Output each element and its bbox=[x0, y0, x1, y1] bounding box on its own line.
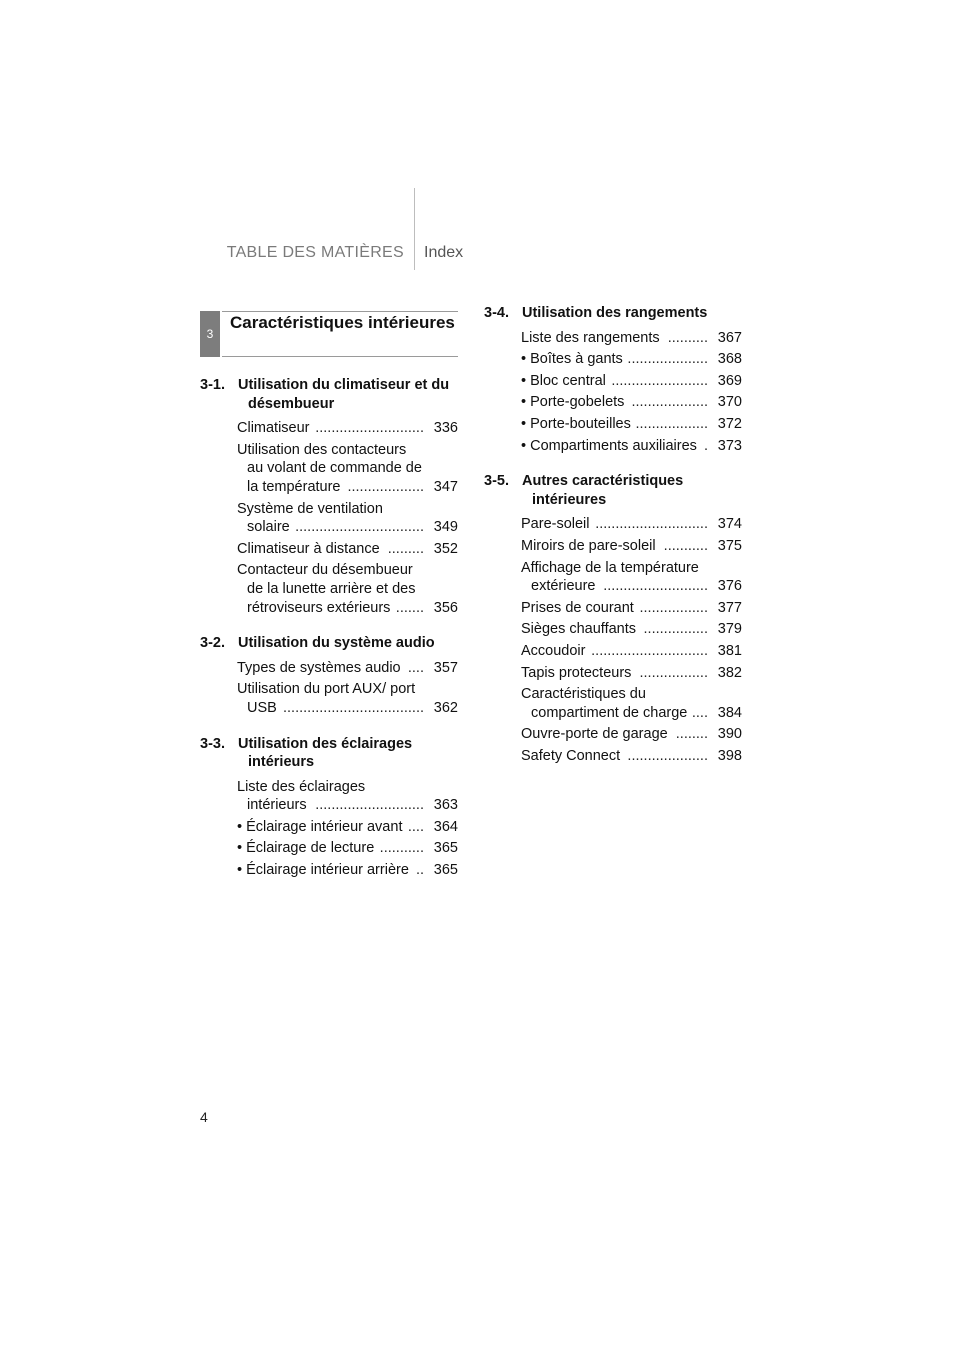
toc-entry[interactable] bbox=[237, 778, 458, 815]
dot-leader: .... bbox=[691, 704, 708, 721]
toc-entry-page: 379 bbox=[717, 621, 742, 638]
subsection-number: 3-1. bbox=[200, 377, 225, 393]
dot-leader: ............................. bbox=[591, 642, 708, 659]
toc-entry-page: 376 bbox=[717, 578, 742, 595]
toc-entry-text: Safety Connect bbox=[521, 747, 621, 764]
toc-entry-text: • Éclairage intérieur avant bbox=[237, 818, 403, 835]
dot-leader: ........ bbox=[675, 726, 708, 743]
dot-leader: .................. bbox=[635, 415, 708, 432]
toc-entry[interactable] bbox=[521, 725, 742, 744]
dot-leader: .................... bbox=[627, 351, 708, 368]
toc-entry[interactable] bbox=[521, 747, 742, 766]
toc-entry-text: Sièges chauffants bbox=[521, 621, 637, 638]
toc-entry-text: Tapis protecteurs bbox=[521, 664, 632, 681]
dot-leader: .......................... bbox=[603, 578, 708, 595]
toc-entry-text: • Éclairage de lecture bbox=[237, 840, 375, 857]
toc-entry-text: Liste des rangements bbox=[521, 329, 660, 346]
toc-entry-text: Accoudoir bbox=[521, 642, 586, 659]
toc-entry[interactable] bbox=[237, 441, 458, 497]
dot-leader: .......... bbox=[667, 329, 708, 346]
toc-entry-page: 372 bbox=[717, 415, 742, 432]
toc-entry[interactable] bbox=[237, 500, 458, 537]
dot-leader: ........... bbox=[663, 537, 708, 554]
toc-entry-page: 381 bbox=[717, 642, 742, 659]
section-title: Caractéristiques intérieures bbox=[230, 313, 455, 332]
dot-leader: ....... bbox=[395, 599, 424, 616]
toc-entry-page: 377 bbox=[717, 599, 742, 616]
toc-entry[interactable] bbox=[521, 350, 742, 369]
header-bottom-rule bbox=[222, 356, 458, 357]
toc-entry[interactable] bbox=[521, 329, 742, 348]
toc-entry-page: 375 bbox=[717, 537, 742, 554]
toc-entry-text: Types de systèmes audio bbox=[237, 659, 401, 676]
toc-entry-text: • Compartiments auxiliaires bbox=[521, 437, 697, 454]
dot-leader: .... bbox=[407, 818, 424, 835]
section-gap bbox=[484, 458, 742, 472]
dot-leader: ................ bbox=[643, 621, 708, 638]
toc-entry[interactable] bbox=[521, 599, 742, 618]
toc-entry[interactable] bbox=[237, 540, 458, 559]
subsection-heading bbox=[200, 735, 458, 772]
toc-entry-page: 347 bbox=[433, 478, 458, 495]
toc-entry-page: 369 bbox=[717, 372, 742, 389]
subsection-heading bbox=[484, 304, 742, 323]
toc-entry-page: 398 bbox=[717, 747, 742, 764]
subsection-number: 3-5. bbox=[484, 473, 509, 490]
toc-entry-text: Climatiseur bbox=[237, 420, 310, 437]
toc-entry-text: Affichage de la température extérieure bbox=[521, 559, 699, 595]
toc-entry[interactable] bbox=[237, 561, 458, 617]
toc-entry-text: Pare-soleil bbox=[521, 516, 590, 533]
dot-leader: ................................... bbox=[283, 699, 424, 716]
dot-leader: ................... bbox=[631, 394, 708, 411]
dot-leader: .. bbox=[415, 862, 424, 879]
toc-entry-page: 367 bbox=[717, 329, 742, 346]
toc-entry-text: • Éclairage intérieur arrière bbox=[237, 862, 409, 879]
toc-entry[interactable] bbox=[521, 537, 742, 556]
toc-entry-page: 356 bbox=[433, 599, 458, 616]
section-number-badge: 3 bbox=[200, 311, 220, 357]
dot-leader: ......... bbox=[387, 540, 424, 557]
toc-entry[interactable] bbox=[521, 559, 742, 596]
toc-entry[interactable] bbox=[521, 515, 742, 534]
toc-entry-page: 370 bbox=[717, 394, 742, 411]
toc-left-column bbox=[200, 376, 458, 883]
subsection-heading bbox=[200, 634, 458, 653]
section-gap bbox=[200, 620, 458, 634]
toc-entry[interactable] bbox=[521, 642, 742, 661]
top-navigation bbox=[0, 244, 960, 268]
toc-entry-text: Utilisation des contacteurs au volant de commande de la température bbox=[237, 441, 422, 495]
toc-entry-page: 336 bbox=[433, 420, 458, 437]
dot-leader: ................................ bbox=[295, 519, 424, 536]
dot-leader: ........................... bbox=[315, 797, 424, 814]
toc-entry-text: Liste des éclairages intérieurs bbox=[237, 778, 366, 814]
toc-entry-page: 362 bbox=[433, 699, 458, 716]
toc-entry-page: 363 bbox=[433, 797, 458, 814]
dot-leader: ................. bbox=[639, 599, 708, 616]
toc-entry[interactable] bbox=[521, 415, 742, 434]
toc-link[interactable]: TABLE DES MATIÈRES bbox=[226, 244, 404, 261]
toc-entry-text: Climatiseur à distance bbox=[237, 540, 380, 557]
index-link[interactable]: Index bbox=[424, 244, 464, 261]
toc-entry[interactable] bbox=[521, 372, 742, 391]
toc-entry[interactable] bbox=[237, 818, 458, 837]
section-gap bbox=[200, 721, 458, 735]
toc-entry-text: • Porte-bouteilles bbox=[521, 415, 631, 432]
toc-entry-page: 365 bbox=[433, 862, 458, 879]
toc-entry-page: 365 bbox=[433, 840, 458, 857]
dot-leader: ........................ bbox=[611, 372, 708, 389]
page-number: 4 bbox=[200, 1109, 208, 1125]
toc-entry-page: 364 bbox=[433, 818, 458, 835]
toc-entry-text: Caractéristiques du compartiment de charge bbox=[521, 686, 688, 721]
toc-entry[interactable] bbox=[237, 419, 458, 438]
subsection-number: 3-3. bbox=[200, 735, 225, 752]
subsection-number: 3-2. bbox=[200, 635, 225, 652]
toc-entry[interactable] bbox=[521, 393, 742, 412]
toc-entry-text: Système de ventilation solaire bbox=[237, 500, 383, 536]
subsection-heading bbox=[484, 472, 742, 509]
toc-entry[interactable] bbox=[521, 685, 742, 722]
toc-entry-page: 352 bbox=[433, 540, 458, 557]
toc-entry-text: Contacteur du désembueur de la lunette arrière et des rétroviseurs extérieurs bbox=[237, 562, 416, 616]
toc-entry-text: • Bloc central bbox=[521, 372, 606, 389]
toc-entry-text: Ouvre-porte de garage bbox=[521, 726, 668, 743]
toc-entry[interactable] bbox=[237, 659, 458, 678]
subsection-number: 3-4. bbox=[484, 305, 509, 321]
toc-entry[interactable] bbox=[521, 664, 742, 683]
toc-entry-page: 349 bbox=[433, 519, 458, 536]
toc-entry[interactable] bbox=[237, 861, 458, 880]
toc-entry-text: Miroirs de pare-soleil bbox=[521, 537, 656, 554]
toc-entry-page: 357 bbox=[433, 659, 458, 676]
toc-entry-page: 374 bbox=[717, 516, 742, 533]
toc-entry[interactable] bbox=[237, 680, 458, 717]
subsection-heading bbox=[200, 376, 458, 413]
toc-entry-text: • Porte-gobelets bbox=[521, 394, 625, 411]
dot-leader: .................... bbox=[627, 747, 708, 764]
toc-right-column bbox=[484, 304, 742, 768]
subsection-title: Utilisation du système audio bbox=[238, 635, 435, 652]
toc-entry-page: 373 bbox=[717, 437, 742, 454]
subsection-title: Autres caractéristiques intérieures bbox=[522, 473, 684, 508]
dot-leader: ................. bbox=[639, 664, 708, 681]
dot-leader: ............................ bbox=[595, 516, 708, 533]
subsection-title: Utilisation des rangements bbox=[522, 305, 708, 321]
nav-divider bbox=[414, 188, 415, 270]
dot-leader: . bbox=[703, 437, 708, 454]
toc-entry-page: 390 bbox=[717, 726, 742, 743]
toc-entry[interactable] bbox=[521, 437, 742, 456]
toc-entry-page: 384 bbox=[717, 704, 742, 721]
toc-entry-text: • Boîtes à gants bbox=[521, 351, 623, 368]
section-header bbox=[200, 311, 458, 357]
subsection-title: Utilisation des éclairages intérieurs bbox=[238, 735, 413, 771]
toc-entry-text: Utilisation du port AUX/ port USB bbox=[237, 681, 416, 716]
toc-entry[interactable] bbox=[237, 839, 458, 858]
dot-leader: .... bbox=[407, 659, 424, 676]
toc-entry[interactable] bbox=[521, 620, 742, 639]
toc-entry-text: Prises de courant bbox=[521, 599, 634, 616]
dot-leader: ........................... bbox=[315, 420, 424, 437]
subsection-title: Utilisation du climatiseur et du désembueur bbox=[238, 377, 450, 412]
toc-entry-page: 382 bbox=[717, 664, 742, 681]
dot-leader: ........... bbox=[379, 840, 424, 857]
toc-entry-page: 368 bbox=[717, 351, 742, 368]
dot-leader: ................... bbox=[347, 478, 424, 495]
